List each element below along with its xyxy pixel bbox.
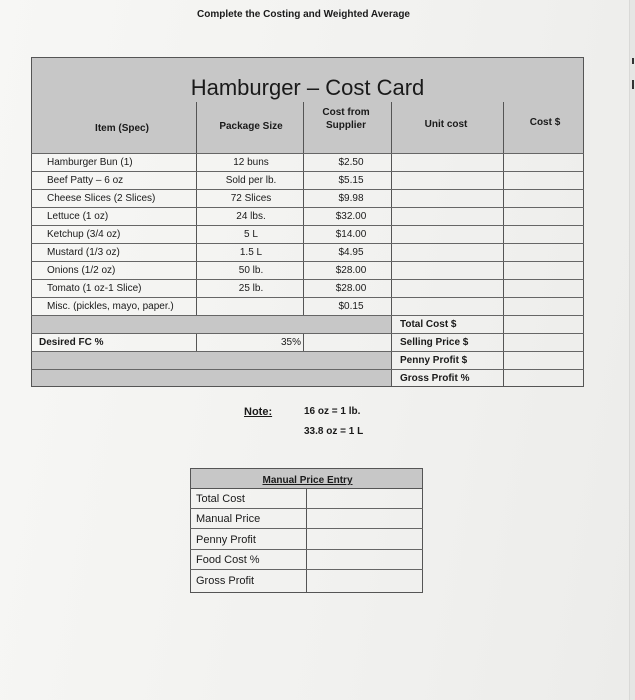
item-name: Onions (1/2 oz) [47,265,116,276]
cost-card-title: Hamburger – Cost Card [190,75,425,100]
manual-row [190,550,423,570]
note-line2: 33.8 oz = 1 L [304,426,364,437]
item-name: Mustard (1/3 oz) [47,247,120,258]
item-cost: $32.00 [335,211,367,222]
manual-row [190,530,423,550]
item-package: Sold per lb. [225,175,277,186]
item-cost: $28.00 [335,265,367,276]
manual-row-label: Food Cost % [196,554,260,566]
item-name: Tomato (1 oz-1 Slice) [47,283,142,294]
col-header-cost-line1: Cost from [322,107,370,118]
manual-row-label: Total Cost [196,493,245,505]
col-header-unit: Unit cost [424,119,468,130]
note-label: Note: [244,406,273,418]
item-cost: $9.98 [338,193,364,204]
item-cost: $2.50 [338,157,364,168]
manual-row [190,489,423,509]
item-name: Beef Patty – 6 oz [47,175,124,186]
item-package: 72 Slices [230,193,272,204]
manual-row [190,571,423,591]
manual-price-header [190,468,423,489]
item-cost: $0.15 [338,301,364,312]
item-cost: $5.15 [338,175,364,186]
col-header-cost-line2: Supplier [325,120,366,131]
instruction-text: Complete the Costing and Weighted Average [197,9,410,20]
col-header-package: Package Size [219,121,283,132]
item-package: 50 lb. [238,265,264,276]
item-name: Misc. (pickles, mayo, paper.) [47,301,174,312]
item-package: 12 buns [233,157,269,168]
manual-row-label: Penny Profit [196,534,256,546]
item-name: Hamburger Bun (1) [47,157,133,168]
desired-fc-label: Desired FC % [39,337,104,348]
item-name: Lettuce (1 oz) [47,211,109,222]
summary-penny-profit: Penny Profit $ [400,355,468,366]
col-header-item: Item (Spec) [95,123,149,134]
manual-price-table [190,468,423,593]
note-line1: 16 oz = 1 lb. [304,406,361,417]
manual-row-label: Gross Profit [196,575,255,587]
item-cost: $28.00 [335,283,367,294]
item-package: 1.5 L [239,247,263,258]
item-cost: $14.00 [335,229,367,240]
item-package: 25 lb. [238,283,264,294]
manual-row [190,509,423,529]
manual-row-label: Manual Price [196,513,261,525]
item-cost: $4.95 [338,247,364,258]
item-name: Ketchup (3/4 oz) [47,229,121,240]
summary-gross-profit: Gross Profit % [400,373,470,384]
item-name: Cheese Slices (2 Slices) [47,193,156,204]
page-edge [629,0,635,700]
item-package: 24 lbs. [236,211,266,222]
item-package: 5 L [244,229,258,240]
col-header-cost: Cost $ [529,117,561,128]
desired-fc-value: 35% [280,337,301,348]
summary-total-cost: Total Cost $ [400,319,457,330]
cost-card [31,57,584,387]
manual-price-title: Manual Price Entry [262,475,353,486]
summary-selling-price: Selling Price $ [400,337,469,348]
